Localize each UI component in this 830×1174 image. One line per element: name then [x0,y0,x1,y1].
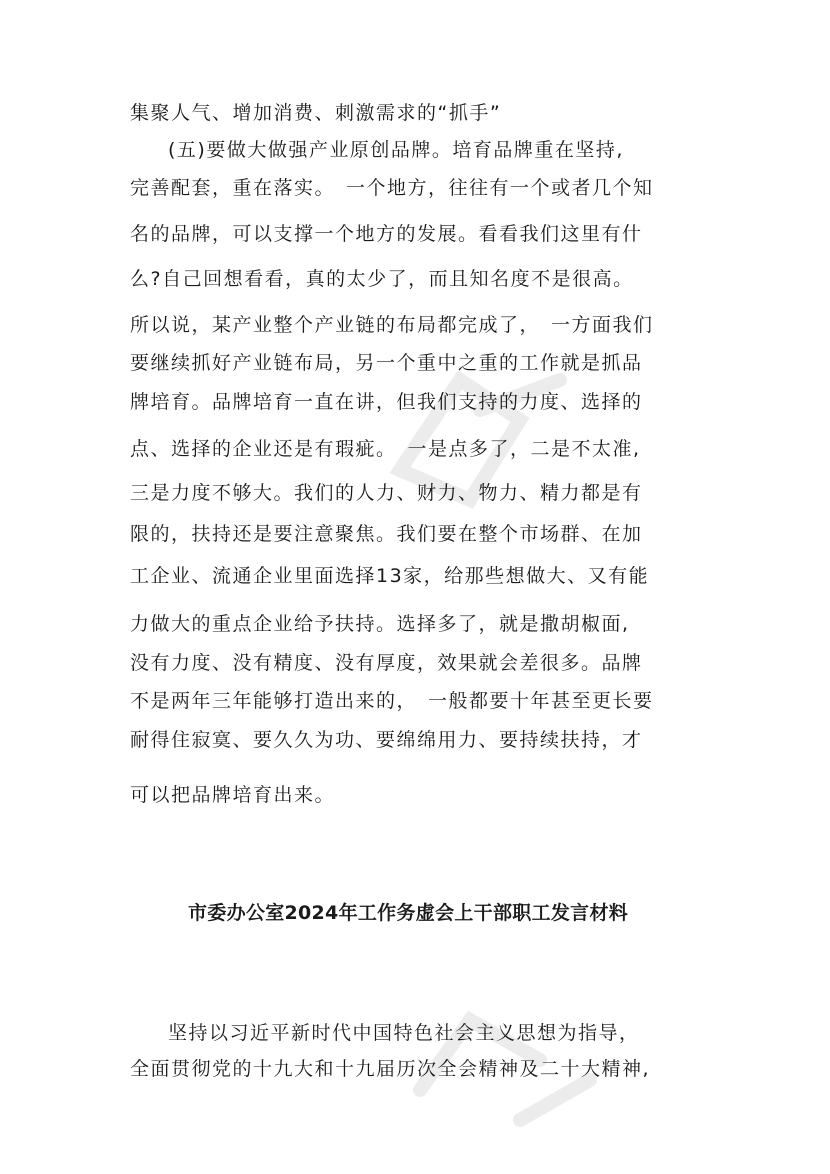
paragraph-line: 名的品牌，可以支撑一个地方的发展。看看我们这里有什 [130,223,643,245]
paragraph-line: 坚持以习近平新时代中国特色社会主义思想为指导， [168,1022,640,1044]
section-heading: 市委办公室2024年工作务虚会上干部职工发言材料 [188,902,629,924]
paragraph-line: 工企业、流通企业里面选择13家，给那些想做大、又有能 [130,565,650,587]
paragraph-line: 力做大的重点企业给予扶持。选择多了，就是撒胡椒面, [130,613,630,635]
paragraph-line: 耐得住寂寞、要久久为功、要绵绵用力、要持续扶持，才 [130,729,643,751]
paragraph-line: 点、选择的企业还是有瑕疵。 一是点多了，二是不太准, [130,438,641,460]
paragraph-line: 三是力度不够大。我们的人力、财力、物力、精力都是有 [130,482,643,504]
paragraph-line: 集聚人气、增加消费、刺激需求的“抓手” [130,102,502,124]
paragraph-line: 么?自己回想看看，真的太少了，而且知名度不是很高。 [130,268,634,290]
paragraph-line: 限的，扶持还是要注意聚焦。我们要在整个市场群、在加 [130,523,643,545]
paragraph-line: 不是两年三年能够打造出来的， 一般都要十年甚至更长要 [130,690,654,712]
paragraph-line: 全面贯彻党的十九大和十九届历次全会精神及二十大精神, [130,1058,651,1080]
paragraph-line: 可以把品牌培育出来。 [130,784,336,806]
paragraph-line: 所以说，某产业整个产业链的布局都完成了， 一方面我们 [130,314,654,336]
paragraph-line: 牌培育。品牌培育一直在讲，但我们支持的力度、选择的 [130,391,643,413]
paragraph-line: 没有力度、没有精度、没有厚度，效果就会差很多。品牌 [130,652,643,674]
paragraph-line: (五)要做大做强产业原创品牌。培育品牌重在坚持, [168,139,624,161]
paragraph-line: 要继续抓好产业链布局，另一个重中之重的工作就是抓品 [130,352,643,374]
paragraph-line: 完善配套，重在落实。 一个地方，往往有一个或者几个知 [130,177,654,199]
